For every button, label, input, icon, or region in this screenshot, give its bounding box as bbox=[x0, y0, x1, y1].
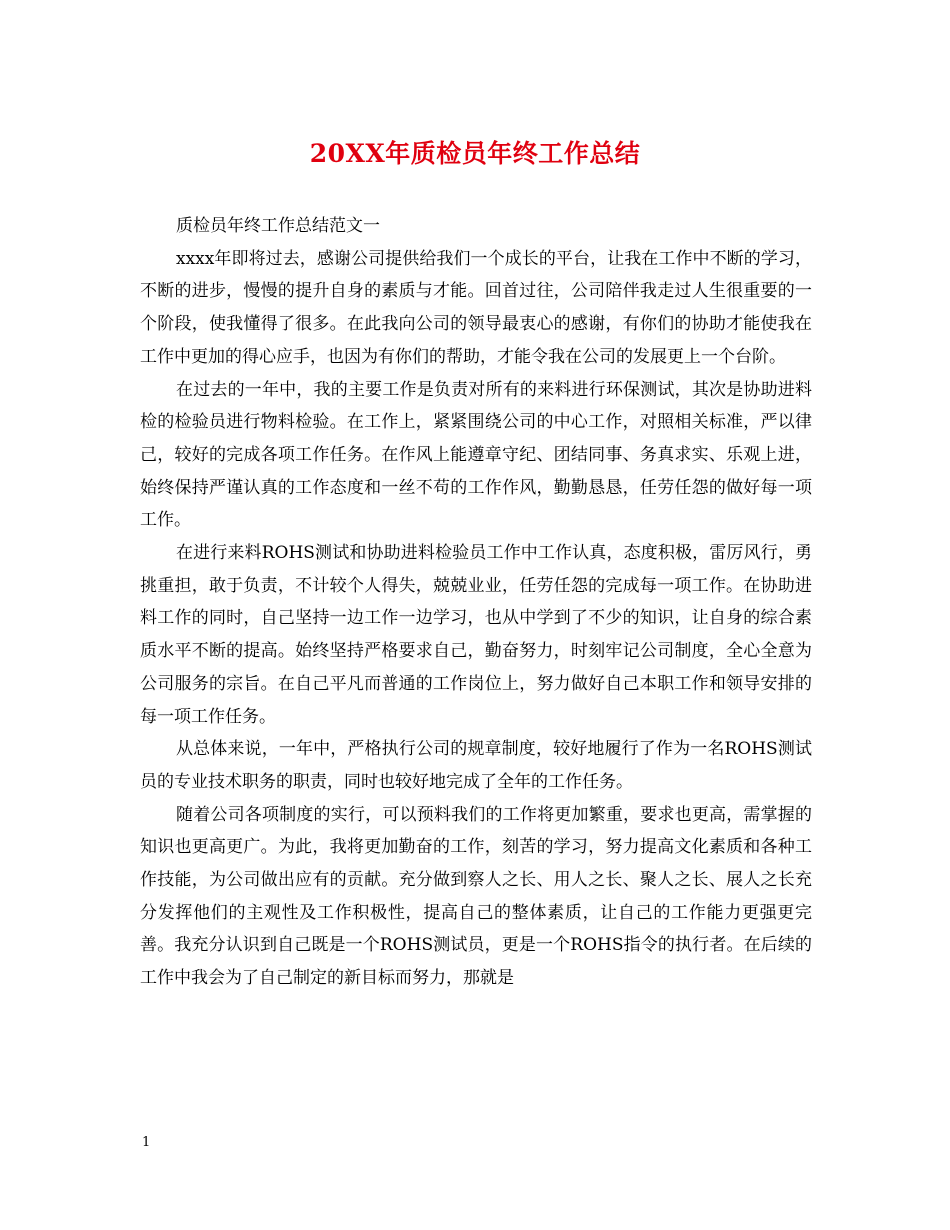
paragraph: 在过去的一年中，我的主要工作是负责对所有的来料进行环保测试，其次是协助进料检的检验员进行物料检验。在工作上，紧紧围绕公司的中心工作，对照相关标准，严以律己，较好的完成各项工作任务。在作风上能遵章守纪、团结同事、务真求实、乐观上进，始终保持严谨认真的工作态度和一丝不苟的工作作风，勤勤恳恳，任劳任怨的做好每一项工作。 bbox=[140, 379, 812, 531]
paragraph: 随着公司各项制度的实行，可以预料我们的工作将更加繁重，要求也更高，需掌握的知识也更高更广。为此，我将更加勤奋的工作，刻苦的学习，努力提高文化素质和各种工作技能，为公司做出应有的贡献。充分做到察人之长、用人之长、聚人之长、展人之长充分发挥他们的主观性及工作积极性，提高自己的整体素质，让自己的工作能力更强更完善。我充分认识到自己既是一个ROHS测试员，更是一个ROHS指令的执行者。在后续的工作中我会为了自己制定的新目标而努力，那就是 bbox=[140, 804, 812, 989]
document-title: 20XX年质检员年终工作总结 bbox=[309, 139, 641, 168]
paragraph-subtitle: 质检员年终工作总结范文一 bbox=[176, 216, 380, 236]
document-body bbox=[140, 210, 812, 995]
paragraph: 从总体来说，一年中，严格执行公司的规章制度，较好地履行了作为一名ROHS测试员的专业技术职务的职责，同时也较好地完成了全年的工作任务。 bbox=[140, 739, 812, 792]
paragraph: xxxx年即将过去，感谢公司提供给我们一个成长的平台，让我在工作中不断的学习，不断的进步，慢慢的提升自身的素质与才能。回首过往，公司陪伴我走过人生很重要的一个阶段，使我懂得了很多。在此我向公司的领导最衷心的感谢，有你们的协助才能使我在工作中更加的得心应手，也因为有你们的帮助，才能令我在公司的发展更上一个台阶。 bbox=[140, 248, 812, 367]
page-number: 1 bbox=[142, 1135, 151, 1150]
paragraph: 在进行来料ROHS测试和协助进料检验员工作中工作认真，态度积极，雷厉风行，勇挑重担，敢于负责，不计较个人得失，兢兢业业，任劳任怨的完成每一项工作。在协助进料工作的同时，自己坚持一边工作一边学习，也从中学到了不少的知识，让自身的综合素质水平不断的提高。始终坚持严格要求自己，勤奋努力，时刻牢记公司制度，全心全意为公司服务的宗旨。在自己平凡而普通的工作岗位上，努力做好自己本职工作和领导安排的每一项工作任务。 bbox=[140, 543, 812, 727]
